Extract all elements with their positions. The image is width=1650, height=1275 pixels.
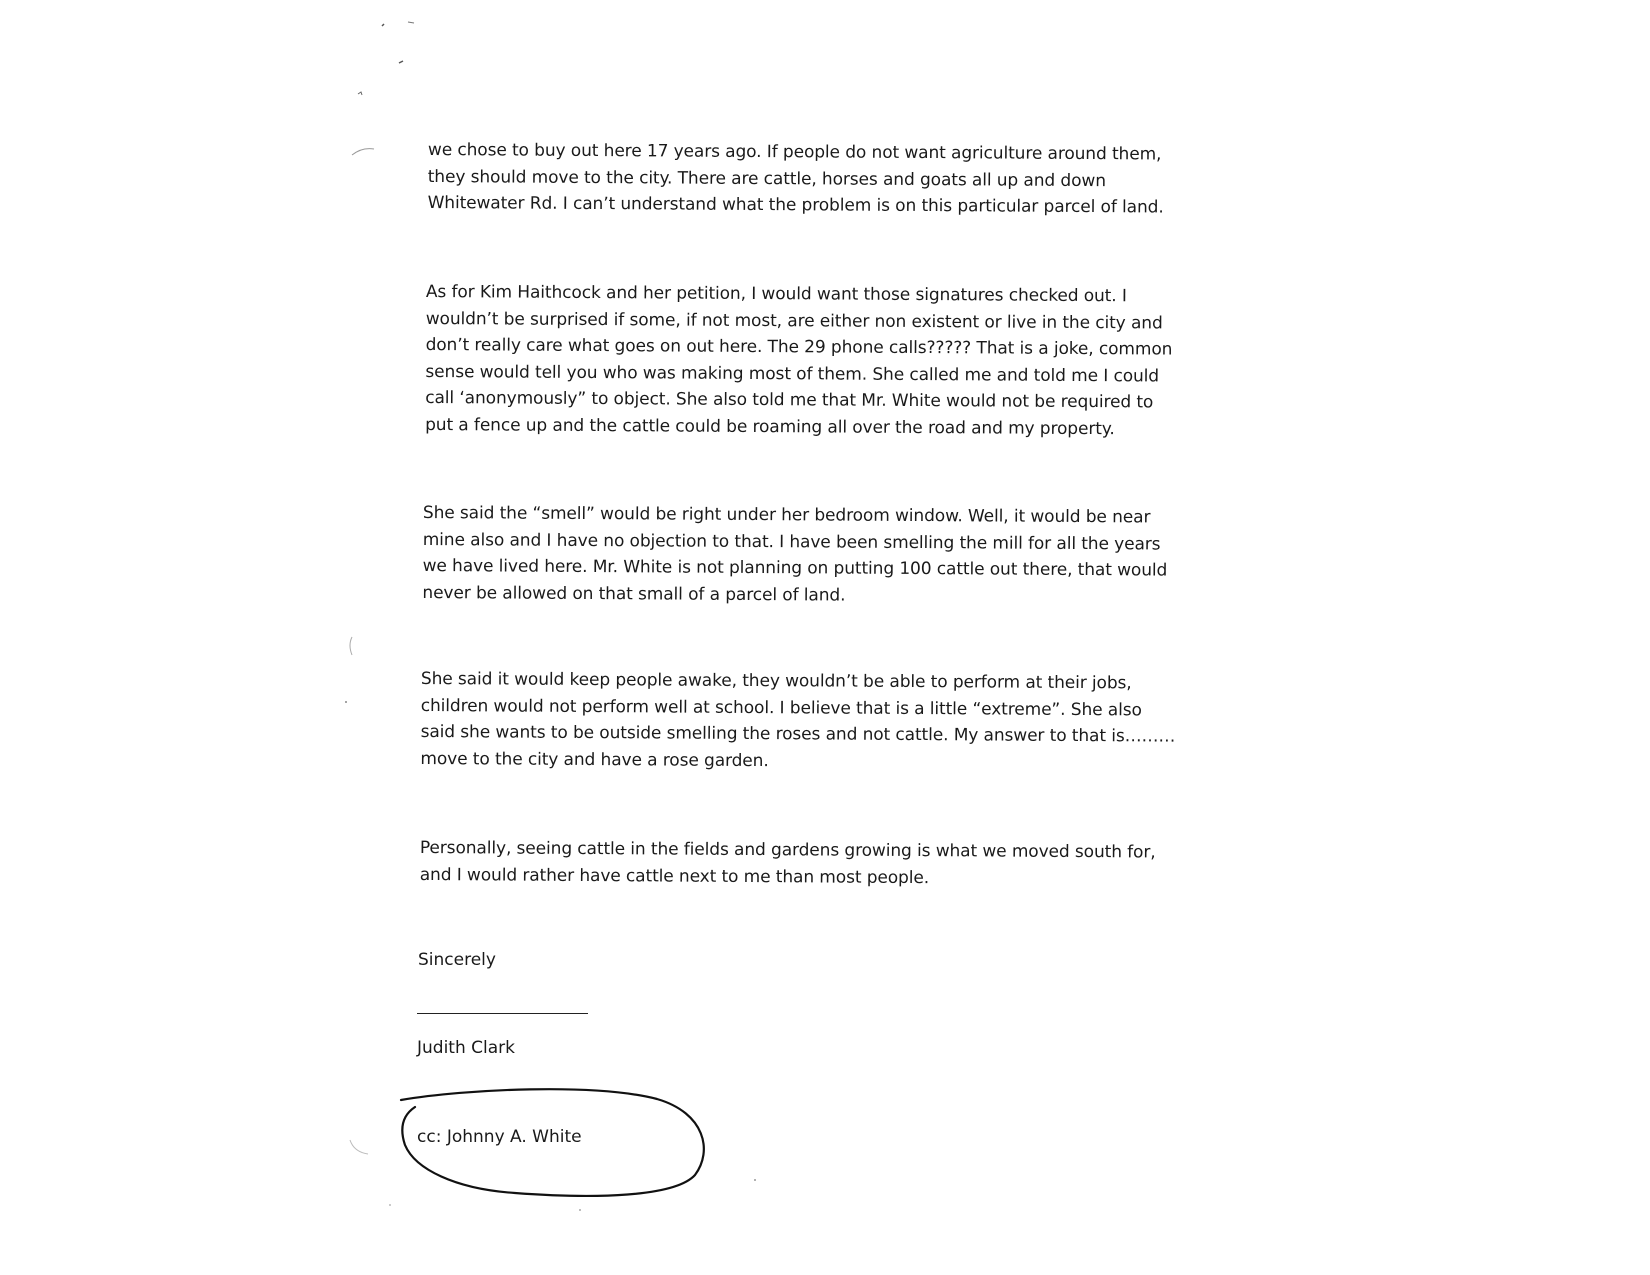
cc-recipient: cc: Johnny A. White [417,1127,582,1147]
paragraph-1: we chose to buy out here 17 years ago. If people do not want agriculture around them, they should move to the city. There are cattle, horses and goats all up and down Whitewater Rd. I can’t understand what the problem is on this particular parcel of land. [427,139,1164,218]
paragraph-4: She said it would keep people awake, they wouldn’t be able to perform at their jobs, children would not perform well at school. I believe that is a little “extreme”. She also said she wants to be outside smelling the roses and not cattle. My answer to that is………move to the city and have a rose garden. [420,668,1176,771]
paragraph-3: She said the “smell” would be right under her bedroom window. Well, it would be near mine also and I have no objection to that. I have been smelling the mill for all the years we have lived here. Mr. White is not planning on putting 100 cattle out there, that would never be allowed on that small of a parcel of land. [422,502,1168,606]
paragraph-2: As for Kim Haithcock and her petition, I would want those signatures checked out. I wouldn’t be surprised if some, if not most, are either non existent or live in the city and don’t really care what goes on out here. The 29 phone calls????? That is a joke, common sense would tell you who was making most of them. She called me and told me I could call ‘anonymously” to object. She also told me that Mr. White would not be required to put a fence up and the cattle could be roaming all over the road and my property. [425,281,1173,439]
signature-line [417,1013,588,1014]
signer-name: Judith Clark [417,1038,515,1058]
paragraph-5: Personally, seeing cattle in the fields and gardens growing is what we moved south for, and I would rather have cattle next to me than most people. [419,837,1156,888]
closing: Sincerely [418,950,496,970]
